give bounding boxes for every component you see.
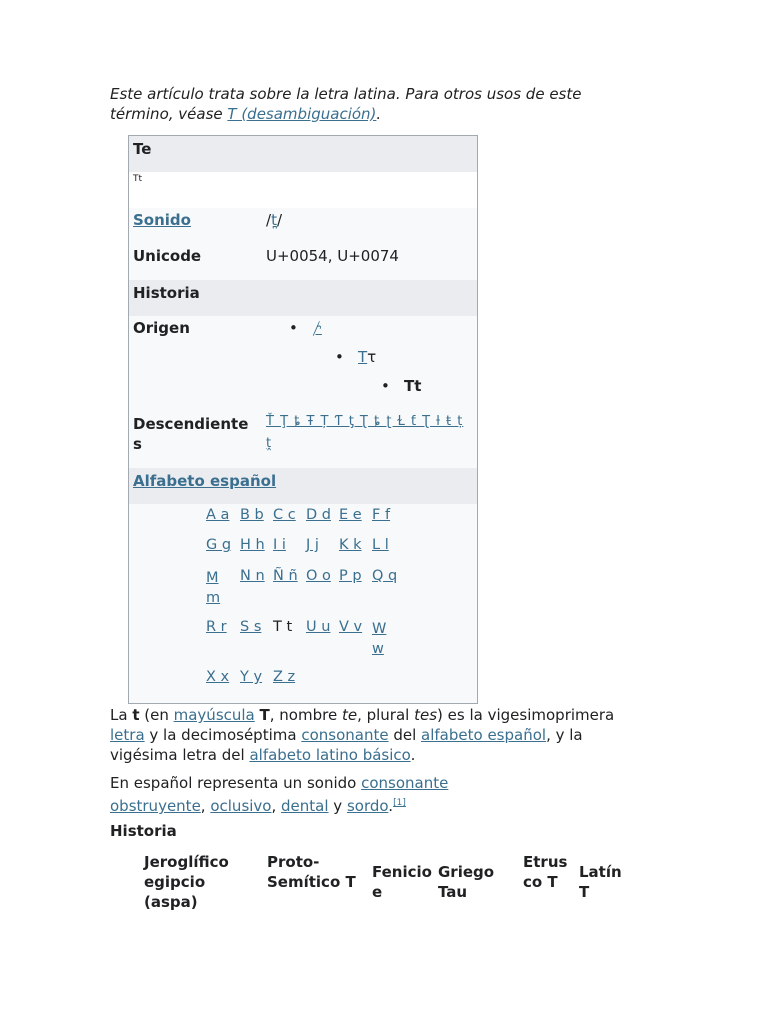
letter-link[interactable]: Ñ ñ: [273, 568, 298, 584]
text: ,: [271, 797, 282, 815]
slash-close: /: [276, 211, 283, 229]
history-col-etruscan: Etrus co T: [523, 853, 568, 891]
disambiguation-link[interactable]: T (desambiguación): [227, 105, 377, 123]
slash-open: /: [266, 211, 272, 229]
letter-current: T t: [273, 619, 293, 635]
text: y la decimoséptima: [144, 726, 302, 744]
origen-row: [129, 316, 477, 408]
text: .: [410, 746, 416, 764]
letra-link[interactable]: letra: [110, 726, 145, 744]
history-col-protosemitic: Proto-Semítico T: [267, 853, 356, 891]
text: , nombre: [269, 706, 342, 724]
letter-link[interactable]: C c: [273, 507, 296, 523]
unicode-value: U+0054, U+0074: [266, 247, 399, 265]
text: del: [388, 726, 422, 744]
origen-greek-lower: τ: [367, 348, 377, 366]
italic-te: te: [341, 706, 358, 724]
infobox: [128, 135, 478, 704]
oclusivo-link[interactable]: oclusivo: [210, 797, 272, 815]
bullet-icon: •: [289, 319, 298, 337]
letter-link[interactable]: Z z: [273, 669, 296, 685]
descendientes-label: Descendiente s: [133, 415, 249, 453]
letter-link[interactable]: B b: [240, 507, 264, 523]
letter-link[interactable]: N n: [240, 568, 265, 584]
origen-greek-link[interactable]: Τ: [358, 348, 368, 366]
origen-label: Origen: [133, 319, 190, 337]
dental-link[interactable]: dental: [281, 797, 329, 815]
alfabeto-espanol-link[interactable]: alfabeto español: [421, 726, 547, 744]
letter-link[interactable]: A a: [206, 507, 230, 523]
origen-latin: Tt: [404, 377, 422, 395]
letter-link[interactable]: E e: [339, 507, 362, 523]
mayuscula-link[interactable]: mayúscula: [173, 706, 255, 724]
letter-link[interactable]: F f: [372, 507, 391, 523]
letter-link[interactable]: L l: [372, 537, 389, 553]
letter-link[interactable]: G g: [206, 537, 232, 553]
descendientes-row: [129, 408, 477, 468]
letter-link[interactable]: S s: [240, 619, 262, 635]
bold-T: T: [259, 706, 270, 724]
bold-t: t: [132, 706, 140, 724]
letter-link[interactable]: Q q: [372, 568, 398, 584]
history-col-greek: Griego Tau: [438, 863, 495, 901]
historia-header: Historia: [129, 280, 477, 316]
text: La: [110, 706, 133, 724]
infobox-title: Te: [129, 136, 477, 172]
alfabeto-grid: [129, 504, 477, 704]
sordo-link[interactable]: sordo: [346, 797, 389, 815]
sonido-value: [266, 211, 282, 229]
hatnote: [110, 84, 630, 124]
historia-heading: Historia: [110, 822, 177, 840]
alfabeto-header: [129, 468, 477, 504]
letter-link[interactable]: U u: [306, 619, 331, 635]
hatnote-text: Este artículo trata sobre la letra latina. Para otros usos de este término, véase: [110, 85, 582, 123]
letter-link[interactable]: O o: [306, 568, 331, 584]
italic-tes: tes: [414, 706, 438, 724]
letter-link[interactable]: K k: [339, 537, 362, 553]
descendientes-link-last[interactable]: ṱ: [266, 436, 272, 451]
text: (en: [139, 706, 174, 724]
text: En español representa un sonido: [110, 774, 362, 792]
descendientes-links[interactable]: Ť Ţ ȶ Ŧ Ț Ƭ ƫ Ʈ ȶ ʈ Ɫ ƭ Ʈ ƚ ŧ ṭ: [266, 414, 464, 429]
history-col-latin: Latín T: [579, 863, 622, 901]
hatnote-end: .: [376, 105, 382, 123]
sonido-row: [129, 208, 477, 244]
letter-link[interactable]: J j: [306, 537, 319, 553]
text: y: [328, 797, 347, 815]
text: ,: [200, 797, 211, 815]
sonido-link[interactable]: Sonido: [133, 211, 191, 229]
text: ) es la vigesimoprimera: [437, 706, 615, 724]
letter-link[interactable]: M m: [206, 570, 221, 606]
unicode-row: [129, 244, 477, 280]
letter-link[interactable]: V v: [339, 619, 363, 635]
origen-phoenician-link[interactable]: 𐤕: [312, 319, 322, 337]
letter-link[interactable]: P p: [339, 568, 362, 584]
unicode-label: Unicode: [133, 247, 202, 265]
infobox-image-caption: Tt: [133, 174, 143, 184]
letter-link[interactable]: R r: [206, 619, 227, 635]
text: .: [388, 797, 394, 815]
history-col-egyptian: Jeroglífico egipcio (aspa): [144, 853, 229, 911]
reference-link[interactable]: [1]: [393, 798, 406, 808]
letter-link[interactable]: D d: [306, 507, 331, 523]
sonido-ipa-link[interactable]: t̪: [271, 211, 277, 229]
consonante-obstruyente-link[interactable]: consonante obstruyente: [110, 774, 449, 815]
intro-paragraph: [110, 705, 650, 765]
bullet-icon: •: [335, 348, 344, 366]
sound-paragraph: [110, 773, 480, 816]
letter-link[interactable]: W w: [372, 621, 387, 657]
bullet-icon: •: [381, 377, 390, 395]
letter-link[interactable]: X x: [206, 669, 230, 685]
consonante-link[interactable]: consonante: [301, 726, 389, 744]
text: , y la vigésima letra del: [110, 726, 583, 764]
alfabeto-espanol-link[interactable]: Alfabeto español: [133, 472, 277, 490]
letter-link[interactable]: H h: [240, 537, 265, 553]
origen-greek: [358, 348, 376, 366]
infobox-image-row: [129, 172, 477, 208]
history-col-phoenician: Fenicio e: [372, 863, 432, 901]
letter-link[interactable]: I i: [273, 537, 286, 553]
letter-link[interactable]: Y y: [240, 669, 263, 685]
alfabeto-latino-link[interactable]: alfabeto latino básico: [249, 746, 411, 764]
text: , plural: [357, 706, 415, 724]
